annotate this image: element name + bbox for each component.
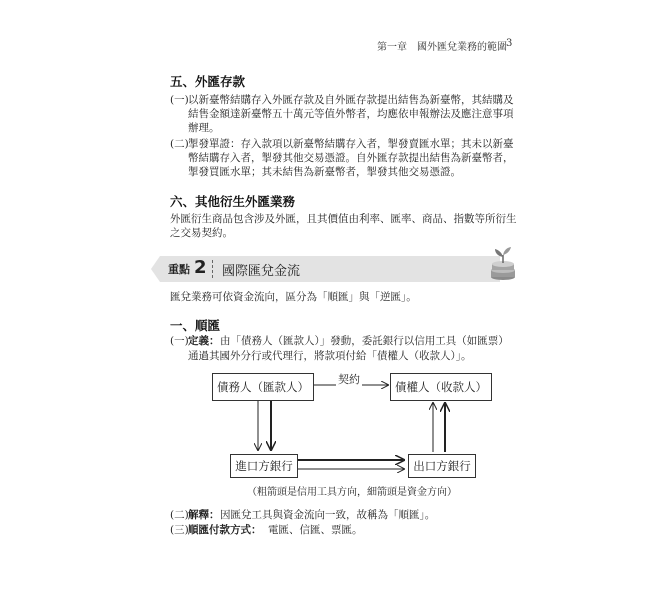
section5-item1-number: (一) xyxy=(170,94,189,106)
def-line: 通過其國外分行或代理行，將款項付給「債權人（收款人）」。 xyxy=(188,350,472,362)
methods-text: 電匯、信匯、票匯。 xyxy=(268,524,363,536)
section5-item1-line: 以新臺幣結購存入外匯存款及自外匯存款提出結售為新臺幣，其結購及 xyxy=(188,94,514,106)
explain-number: (二) xyxy=(170,509,189,521)
banner-title: 國際匯兌金流 xyxy=(222,264,301,279)
running-header: 第一章 國外匯兌業務的範圍 xyxy=(377,42,507,53)
methods-number: (三) xyxy=(170,524,189,536)
methods-label: 順匯付款方式： xyxy=(188,524,262,536)
section1-heading: 一、順匯 xyxy=(170,318,221,333)
section6-line: 之交易契約。 xyxy=(170,227,233,239)
section6-line: 外匯衍生商品包含涉及外匯，且其價值由利率、匯率、商品、指數等所衍生 xyxy=(170,213,517,225)
def-number: (一) xyxy=(170,335,189,347)
intro-text: 匯兌業務可依資金流向，區分為「順匯」與「逆匯」。 xyxy=(170,291,417,303)
debtor-box: 債務人（匯款人） xyxy=(212,373,314,401)
section5-item1-line: 辦理。 xyxy=(188,122,220,134)
import-bank-box: 進口方銀行 xyxy=(230,454,298,478)
banner-number: 2 xyxy=(194,257,207,278)
section5-item1-line: 結售金額達新臺幣五十萬元等值外幣者，均應依申報辦法及應注意事項 xyxy=(188,108,514,120)
section5-item2-number: (二) xyxy=(170,138,189,150)
explain-text: 因匯兌工具與資金流向一致，故稱為「順匯」。 xyxy=(220,509,436,521)
contract-label: 契約 xyxy=(338,373,360,386)
diagram-caption: （粗箭頭是信用工具方向，細箭頭是資金方向） xyxy=(247,487,457,498)
banner-label: 重點 xyxy=(168,263,190,276)
def-line: 由「債務人（匯款人）」發動，委託銀行以信用工具（如匯票） xyxy=(220,335,509,347)
section5-item2-line: 掣發單證：存入款項以新臺幣結購存入者，掣發賣匯水單；其未以新臺 xyxy=(188,138,514,150)
page-number: 3 xyxy=(506,38,513,49)
explain-label: 解釋： xyxy=(188,509,220,521)
def-label: 定義： xyxy=(188,335,220,347)
section5-item2-line: 掣發買匯水單；其未結售為新臺幣者，掣發其他交易憑證。 xyxy=(188,166,461,178)
creditor-box: 債權人（收款人） xyxy=(390,373,492,401)
section5-item2-line: 幣結購存入者，掣發其他交易憑證。自外匯存款提出結售為新臺幣者， xyxy=(188,152,514,164)
section5-heading: 五、外匯存款 xyxy=(170,74,246,89)
section6-heading: 六、其他衍生外匯業務 xyxy=(170,194,296,209)
export-bank-box: 出口方銀行 xyxy=(408,454,476,478)
